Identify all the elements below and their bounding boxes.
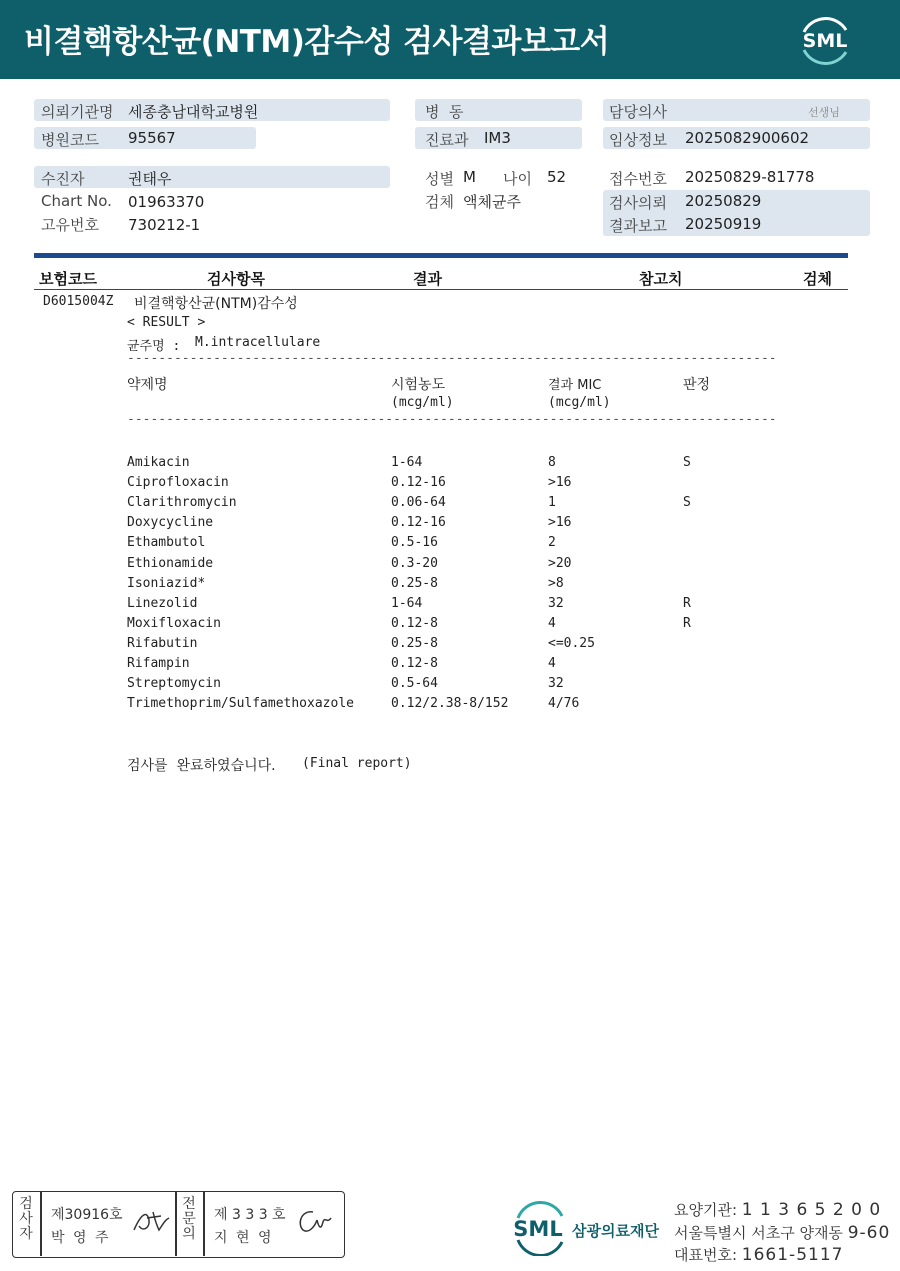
test-item-name: 비결핵항산균(NTM)감수성 [134, 296, 298, 312]
mic-value: <=0.25 [548, 635, 595, 651]
footer-sml-logo-icon [510, 1200, 570, 1256]
footer-logo-text: SML [513, 1217, 563, 1241]
test-range: 0.12/2.38-8/152 [391, 696, 509, 712]
test-range: 0.06-64 [391, 495, 446, 511]
drug-name: Trimethoprim/Sulfamethoxazole [127, 696, 354, 712]
patient-box [34, 166, 390, 188]
final-note-kor: 검사를 완료하였습니다. [127, 758, 276, 774]
header-result: 결과 [413, 270, 442, 288]
report-header [0, 0, 900, 79]
organism-label: 균주명 : [127, 339, 189, 354]
tester-name: 박 영 주 [51, 1230, 111, 1246]
footer-code-line [674, 1199, 881, 1220]
request-value: 20250829 [685, 192, 762, 210]
age-value: 52 [547, 168, 567, 186]
footer-code: 1 1 3 6 5 2 0 0 [741, 1200, 882, 1220]
footer-org-name: 삼광의료재단 [572, 1222, 659, 1240]
test-range: 0.3-20 [391, 555, 438, 571]
signature-box [12, 1191, 345, 1258]
section-rule [34, 253, 848, 258]
header-ref: 참고치 [639, 270, 683, 288]
hospital-code-value: 95567 [128, 129, 176, 147]
tester-label: 검사자 [19, 1196, 33, 1242]
specialist-name: 지 현 영 [214, 1230, 274, 1246]
footer-address-line [674, 1222, 890, 1243]
test-range: 0.5-16 [391, 535, 438, 551]
sig-divider [203, 1192, 205, 1256]
specialist-signature-icon [293, 1206, 335, 1236]
insurance-code: D6015004Z [43, 294, 114, 309]
clinical-label: 임상정보 [609, 131, 667, 149]
chart-label: Chart No. [41, 192, 112, 210]
hospital-code-label: 병원코드 [41, 131, 99, 149]
drug-name: Isoniazid* [127, 575, 206, 591]
report-title: 비결핵항산균(NTM)감수성 검사결과보고서 [24, 24, 610, 60]
specimen-label: 검체 [425, 193, 454, 211]
sig-divider [40, 1192, 42, 1256]
test-range: 0.25-8 [391, 575, 438, 591]
result-tag: < RESULT > [127, 315, 206, 330]
ward-label: 병 동 [425, 103, 464, 121]
mic-value: >16 [548, 515, 572, 531]
dept-label: 진료과 [425, 131, 469, 149]
receipt-value: 20250829-81778 [685, 168, 815, 186]
drug-name: Rifabutin [127, 635, 198, 651]
receipt-label: 접수번호 [609, 170, 667, 188]
organism-name: M.intracellulare [195, 335, 321, 350]
footer-code-label: 요양기관: [674, 1201, 742, 1219]
interpretation: R [683, 615, 691, 631]
mic-value: >8 [548, 575, 564, 591]
clinical-value: 2025082900602 [685, 129, 810, 147]
sex-label: 성별 [425, 170, 454, 188]
header-item: 검사항목 [207, 270, 265, 288]
interpretation: S [683, 495, 691, 511]
drug-name: Linezolid [127, 595, 198, 611]
footer-phone: 1661-5117 [741, 1245, 844, 1265]
mic-value: 2 [548, 535, 556, 551]
mic-value: 4 [548, 656, 556, 671]
test-range: 1-64 [391, 595, 423, 611]
mic-value: >16 [548, 475, 572, 491]
drug-name: Rifampin [127, 656, 190, 671]
tester-number: 제30916호 [51, 1207, 123, 1223]
header-specimen: 검체 [803, 270, 832, 288]
test-range: 0.25-8 [391, 635, 438, 651]
footer-phone-line [674, 1244, 843, 1265]
doctor-label: 담당의사 [609, 103, 667, 121]
sex-value: M [463, 168, 476, 186]
mic-value: 32 [548, 595, 564, 611]
dept-value: IM3 [484, 129, 511, 147]
patient-value: 권태우 [128, 170, 172, 188]
drug-name: Streptomycin [127, 676, 221, 692]
test-range: 0.5-64 [391, 676, 438, 692]
drug-name: Doxycycline [127, 515, 214, 531]
specialist-number: 제 3 3 3 호 [214, 1207, 286, 1223]
divider-top: ----------------------------------------------------------------------------------- [127, 351, 777, 366]
mic-value: 32 [548, 676, 564, 692]
col-range-unit: (mcg/ml) [391, 395, 454, 410]
final-note-eng: (Final report) [302, 756, 412, 771]
drug-name: Ciprofloxacin [127, 475, 229, 491]
sig-divider [175, 1192, 177, 1256]
test-range: 0.12-16 [391, 475, 446, 491]
id-label: 고유번호 [41, 216, 99, 234]
logo-text: SML [802, 30, 848, 52]
drug-name: Amikacin [127, 455, 190, 470]
mic-value: 1 [548, 495, 556, 511]
col-interp: 판정 [683, 377, 711, 393]
footer-address-no: 9-60 [847, 1223, 891, 1243]
col-mic: 결과 MIC [548, 378, 602, 393]
id-value: 730212-1 [128, 216, 201, 234]
test-range: 0.12-8 [391, 615, 438, 631]
test-range: 0.12-16 [391, 515, 446, 531]
drug-name: Clarithromycin [127, 495, 237, 511]
interpretation: R [683, 595, 691, 611]
drug-name: Ethambutol [127, 535, 206, 551]
age-label: 나이 [503, 170, 532, 188]
interpretation: S [683, 455, 691, 470]
specialist-label: 전문의 [182, 1196, 196, 1242]
report-value: 20250919 [685, 215, 762, 233]
footer-address: 서울특별시 서초구 양재동 [674, 1224, 848, 1242]
header-underline [34, 289, 848, 290]
request-label: 검사의뢰 [609, 194, 667, 212]
institution-label: 의뢰기관명 [41, 103, 114, 121]
patient-label: 수진자 [41, 170, 85, 188]
mic-value: 4 [548, 615, 556, 631]
test-range: 1-64 [391, 455, 423, 470]
chart-value: 01963370 [128, 193, 205, 211]
doctor-suffix: 선생님 [808, 106, 840, 119]
sml-logo-icon [796, 12, 854, 68]
divider-bottom: ----------------------------------------------------------------------------------- [127, 412, 777, 427]
specimen-value: 액체균주 [463, 193, 521, 211]
col-drug: 약제명 [127, 377, 168, 393]
footer-phone-label: 대표번호: [674, 1246, 742, 1264]
mic-value: 8 [548, 455, 556, 470]
drug-name: Ethionamide [127, 555, 214, 571]
institution-value: 세종충남대학교병원 [128, 103, 259, 121]
col-mic-unit: (mcg/ml) [548, 395, 611, 410]
mic-value: >20 [548, 555, 572, 571]
mic-value: 4/76 [548, 696, 580, 712]
drug-name: Moxifloxacin [127, 615, 221, 631]
test-range: 0.12-8 [391, 656, 438, 671]
tester-signature-icon [131, 1208, 173, 1236]
header-code: 보험코드 [39, 270, 97, 288]
report-label: 결과보고 [609, 217, 667, 235]
col-range: 시험농도 [391, 377, 446, 393]
